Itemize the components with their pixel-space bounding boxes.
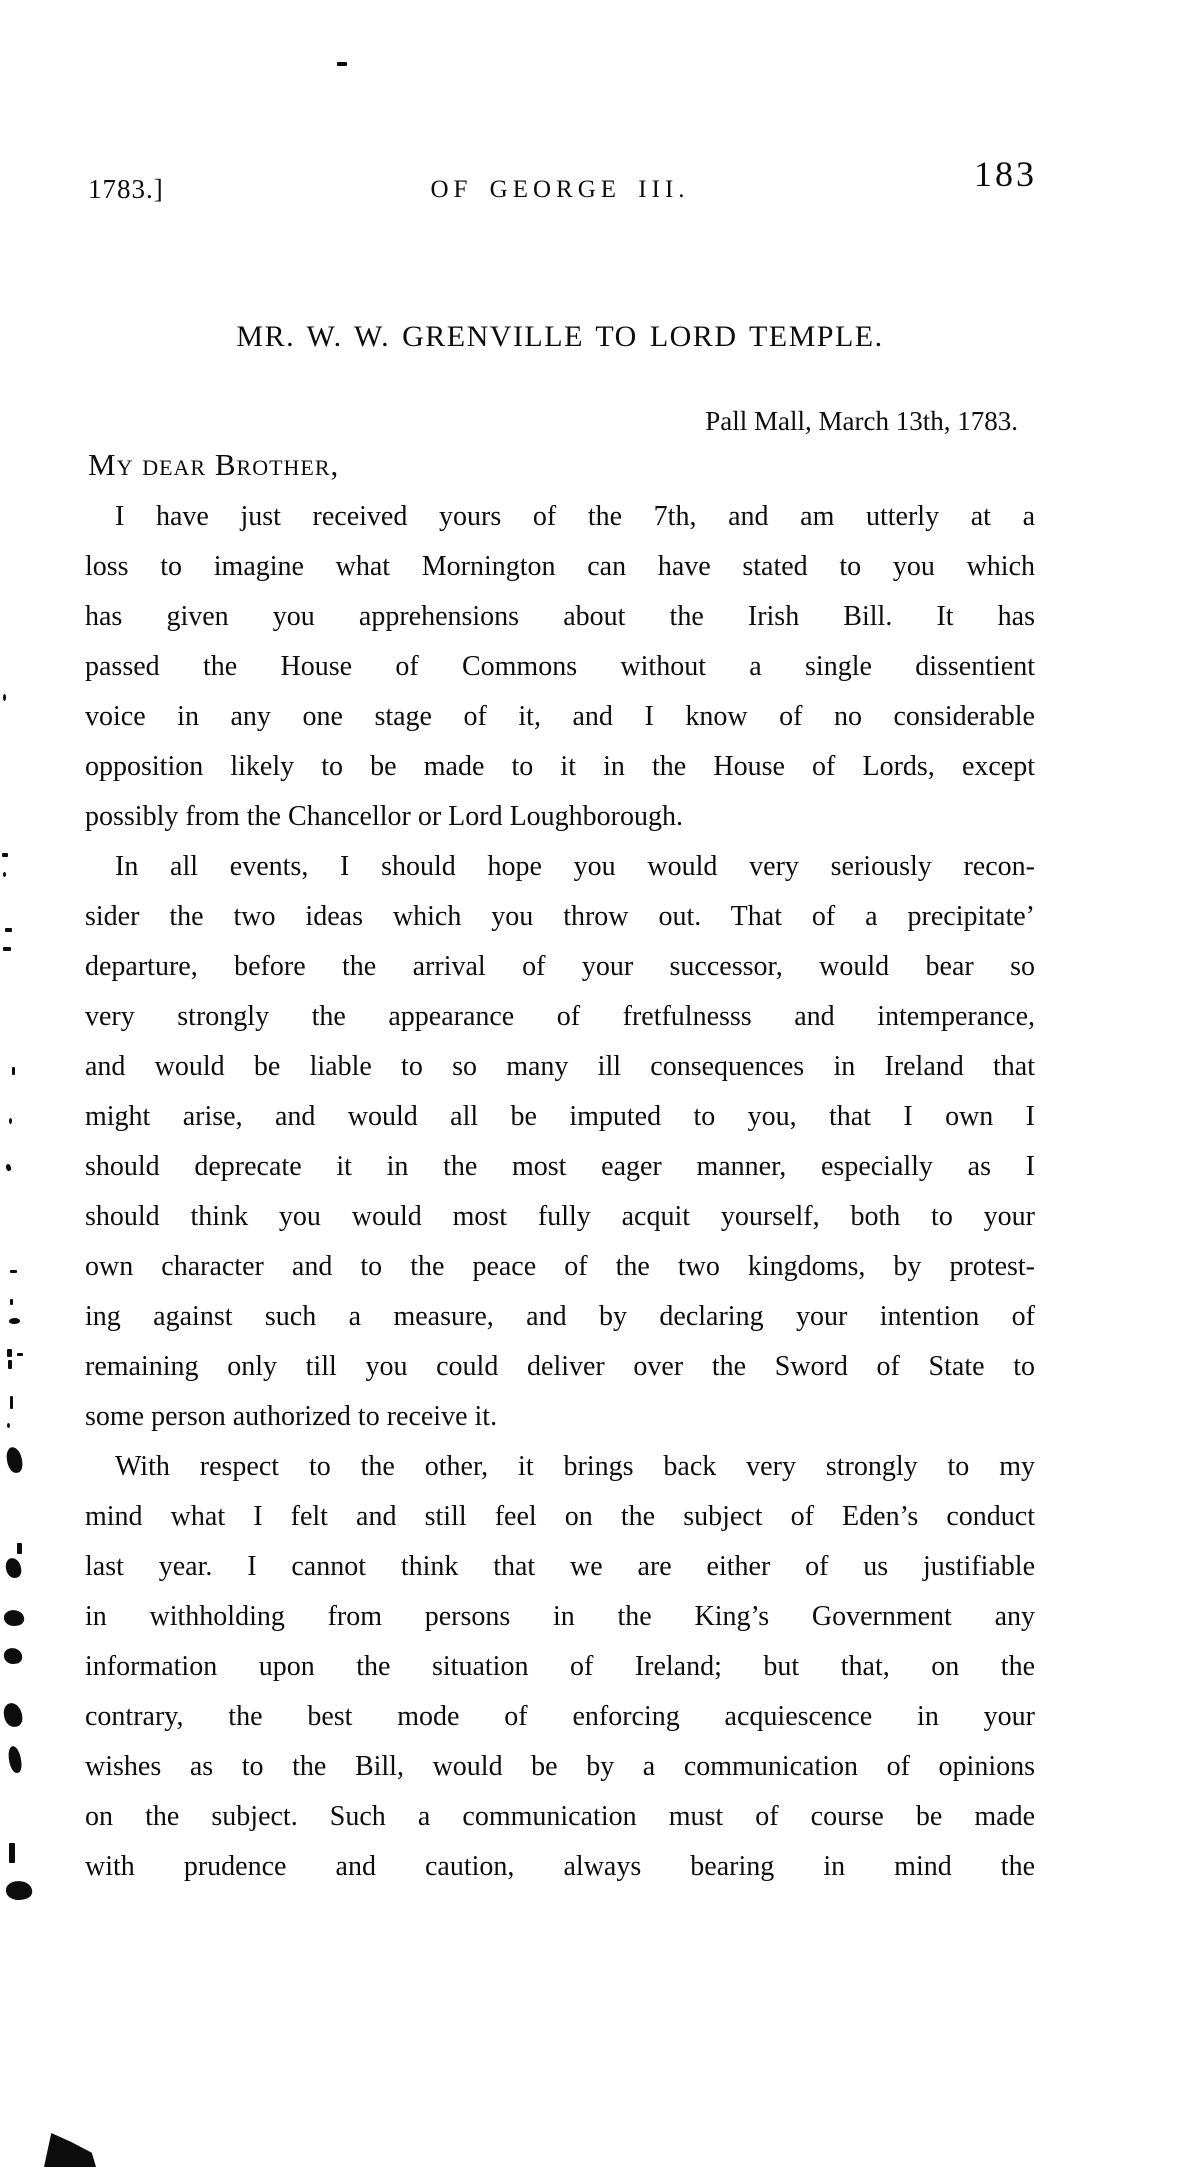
- ink-mark-icon: [3, 1609, 25, 1627]
- text-line: should think you would most fully acquit yourself, both to your: [85, 1201, 1035, 1232]
- text-line: voice in any one stage of it, and I know of no considerable: [85, 701, 1035, 732]
- paragraph: [85, 1442, 1035, 1892]
- text-line: some person authorized to receive it.: [85, 1401, 498, 1432]
- letter-body: [85, 492, 1035, 1892]
- letter-salutation: My dear Brother,: [88, 447, 340, 482]
- ink-mark-icon: [10, 1270, 17, 1273]
- ink-mark-icon: [5, 928, 12, 932]
- ink-mark-icon: [8, 1360, 12, 1369]
- text-line: very strongly the appearance of fretfulnesss and intemperance,: [85, 1001, 1035, 1032]
- ink-mark-icon: [17, 1543, 22, 1554]
- ink-mark-icon: [3, 1647, 23, 1665]
- ink-mark-icon: [3, 947, 11, 951]
- ink-mark-icon: [10, 1299, 13, 1305]
- text-line: possibly from the Chancellor or Lord Loughborough.: [85, 801, 684, 832]
- ink-mark-icon: [3, 694, 6, 701]
- text-line: sider the two ideas which you throw out. That of a precipitate’: [85, 901, 1035, 932]
- letter-heading: MR. W. W. GRENVILLE TO LORD TEMPLE.: [236, 320, 884, 353]
- text-line: with prudence and caution, always bearing in mind the: [85, 1851, 1035, 1882]
- ink-mark-icon: [3, 872, 6, 877]
- ink-mark-icon: [9, 1118, 12, 1124]
- text-line: I have just received yours of the 7th, and am utterly at a: [115, 501, 1035, 532]
- text-line: might arise, and would all be imputed to you, that I own I: [85, 1101, 1035, 1132]
- text-line: should deprecate it in the most eager manner, especially as I: [85, 1151, 1035, 1182]
- ink-mark-icon: [5, 1557, 22, 1579]
- ink-mark-icon: [7, 1423, 10, 1428]
- text-line: wishes as to the Bill, would be by a communication of opinions: [85, 1751, 1035, 1782]
- ink-mark-icon: [6, 1164, 12, 1172]
- text-line: in withholding from persons in the King’s Government any: [85, 1601, 1035, 1632]
- paragraph: [85, 842, 1035, 1442]
- text-line: and would be liable to so many ill consequences in Ireland that: [85, 1051, 1035, 1082]
- text-line: contrary, the best mode of enforcing acquiescence in your: [85, 1701, 1035, 1732]
- text-line: information upon the situation of Ireland; but that, on the: [85, 1651, 1035, 1682]
- text-line: mind what I felt and still feel on the subject of Eden’s conduct: [85, 1501, 1035, 1532]
- ink-mark-icon: [5, 1446, 23, 1474]
- ink-mark-icon: [17, 1353, 23, 1356]
- page-number: 183: [974, 154, 1037, 194]
- paragraph: [85, 492, 1035, 842]
- ink-mark-icon: [3, 1702, 24, 1728]
- text-line: on the subject. Such a communication must of course be made: [85, 1801, 1035, 1832]
- ink-mark-icon: [9, 1843, 15, 1863]
- text-line: opposition likely to be made to it in the House of Lords, except: [85, 751, 1035, 782]
- text-line: departure, before the arrival of your successor, would bear so: [85, 951, 1035, 982]
- text-line: loss to imagine what Mornington can have stated to you which: [85, 551, 1035, 582]
- page-corner-artifact-icon: [44, 2133, 96, 2167]
- ink-mark-icon: [7, 1745, 22, 1773]
- text-line: In all events, I should hope you would very seriously recon-: [115, 851, 1035, 882]
- text-line: remaining only till you could deliver over the Sword of State to: [85, 1351, 1035, 1382]
- text-line: passed the House of Commons without a single dissentient: [85, 651, 1035, 682]
- running-title: OF GEORGE III.: [430, 176, 690, 203]
- ink-mark-icon: [12, 1067, 15, 1075]
- text-line: ing against such a measure, and by declaring your intention of: [85, 1301, 1035, 1332]
- ink-mark-icon: [5, 1879, 33, 1901]
- ink-mark-icon: [7, 1349, 12, 1357]
- ink-mark-icon: [10, 1396, 13, 1409]
- text-line: last year. I cannot think that we are either of us justifiable: [85, 1551, 1035, 1582]
- text-line: With respect to the other, it brings back very strongly to my: [115, 1451, 1035, 1482]
- margin-year-label: 1783.]: [88, 174, 164, 204]
- text-line: own character and to the peace of the two kingdoms, by protest-: [85, 1251, 1035, 1282]
- ink-mark-icon: [2, 853, 8, 857]
- ink-mark-icon: [337, 62, 347, 66]
- text-line: has given you apprehensions about the Irish Bill. It has: [85, 601, 1035, 632]
- ink-mark-icon: [9, 1317, 21, 1324]
- letter-dateline: Pall Mall, March 13th, 1783.: [705, 406, 1018, 436]
